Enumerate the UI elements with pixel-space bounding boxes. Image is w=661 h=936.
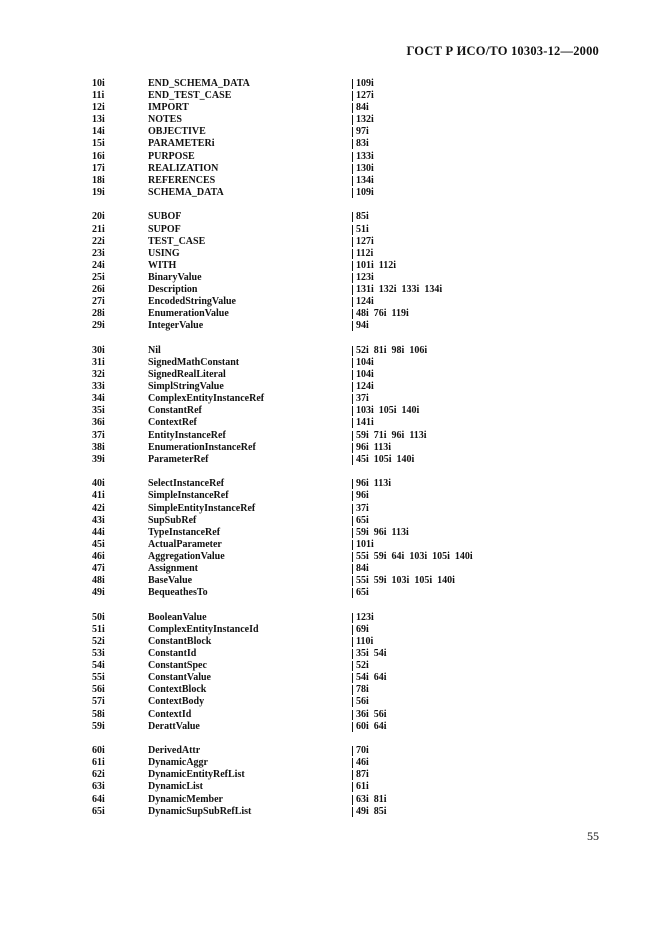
column-divider <box>352 613 353 623</box>
rule-number: 63i <box>92 781 105 793</box>
rule-name: DerattValue <box>148 720 200 732</box>
index-row <box>0 648 661 660</box>
rule-number: 55i <box>92 672 105 684</box>
index-row <box>0 660 661 672</box>
rule-number: 57i <box>92 696 105 708</box>
rule-number: 43i <box>92 514 105 526</box>
rule-number: 40i <box>92 478 105 490</box>
rule-references: 35i 54i <box>356 648 387 660</box>
rule-number: 22i <box>92 235 105 247</box>
column-divider <box>352 297 353 307</box>
rule-name: SCHEMA_DATA <box>148 186 224 198</box>
rule-references: 101i 112i <box>356 259 397 271</box>
rule-name: ContextBody <box>148 696 205 708</box>
rule-references: 55i 59i 64i 103i 105i 140i <box>356 550 473 562</box>
index-group <box>0 745 661 818</box>
rule-references: 84i <box>356 562 369 574</box>
index-group <box>0 612 661 733</box>
rule-references: 127i <box>356 90 374 102</box>
index-row <box>0 503 661 515</box>
column-divider <box>352 710 353 720</box>
syntax-index-table <box>0 78 661 830</box>
index-row <box>0 357 661 369</box>
rule-name: DynamicList <box>148 781 203 793</box>
rule-references: 36i 56i <box>356 708 387 720</box>
rule-number: 19i <box>92 186 105 198</box>
rule-name: SignedMathConstant <box>148 356 240 368</box>
rule-number: 11i <box>92 90 105 102</box>
column-divider <box>352 431 353 441</box>
index-row <box>0 781 661 793</box>
rule-name: PARAMETERi <box>148 138 215 150</box>
index-group <box>0 478 661 599</box>
rule-number: 14i <box>92 126 105 138</box>
rule-name: SelectInstanceRef <box>148 478 225 490</box>
index-row <box>0 551 661 563</box>
column-divider <box>352 491 353 501</box>
rule-number: 10i <box>92 78 105 89</box>
column-divider <box>352 649 353 659</box>
rule-references: 55i 59i 103i 105i 140i <box>356 575 455 587</box>
page-number: 55 <box>587 829 599 843</box>
rule-name: DynamicAggr <box>148 757 208 769</box>
rule-references: 60i 64i <box>356 720 387 732</box>
column-divider <box>352 418 353 428</box>
rule-number: 34i <box>92 393 105 405</box>
rule-number: 29i <box>92 320 105 332</box>
index-row <box>0 284 661 296</box>
column-divider <box>352 673 353 683</box>
index-row <box>0 454 661 466</box>
rule-name: EntityInstanceRef <box>148 429 226 441</box>
index-row <box>0 102 661 114</box>
rule-name: ConstantId <box>148 648 197 660</box>
index-row <box>0 478 661 490</box>
column-divider <box>352 249 353 259</box>
rule-name: ActualParameter <box>148 538 222 550</box>
column-divider <box>352 758 353 768</box>
rule-references: 59i 96i 113i <box>356 526 409 538</box>
rule-number: 30i <box>92 344 105 356</box>
index-row <box>0 138 661 150</box>
rule-number: 15i <box>92 138 105 150</box>
index-row <box>0 78 661 90</box>
index-row <box>0 430 661 442</box>
rule-references: 109i <box>356 78 374 89</box>
column-divider <box>352 746 353 756</box>
rule-references: 69i <box>356 623 369 635</box>
rule-name: USING <box>148 247 180 259</box>
column-divider <box>352 139 353 149</box>
column-divider <box>352 382 353 392</box>
index-row <box>0 757 661 769</box>
rule-references: 112i <box>356 247 374 259</box>
column-divider <box>352 164 353 174</box>
rule-references: 65i <box>356 514 369 526</box>
rule-references: 130i <box>356 162 374 174</box>
index-row <box>0 527 661 539</box>
index-row <box>0 806 661 818</box>
rule-references: 83i <box>356 138 369 150</box>
index-row <box>0 236 661 248</box>
rule-references: 46i <box>356 757 369 769</box>
rule-references: 96i 113i <box>356 478 392 490</box>
rule-references: 85i <box>356 211 369 223</box>
column-divider <box>352 443 353 453</box>
index-row <box>0 575 661 587</box>
column-divider <box>352 685 353 695</box>
column-divider <box>352 540 353 550</box>
column-divider <box>352 237 353 247</box>
index-row <box>0 163 661 175</box>
rule-references: 104i <box>356 356 374 368</box>
rule-name: SupSubRef <box>148 514 197 526</box>
index-row <box>0 709 661 721</box>
rule-number: 50i <box>92 611 105 623</box>
index-row <box>0 248 661 260</box>
index-row <box>0 381 661 393</box>
index-row <box>0 515 661 527</box>
rule-name: Nil <box>148 344 161 356</box>
column-divider <box>352 394 353 404</box>
rule-references: 54i 64i <box>356 672 387 684</box>
column-divider <box>352 795 353 805</box>
index-row <box>0 369 661 381</box>
rule-references: 37i <box>356 502 369 514</box>
column-divider <box>352 188 353 198</box>
index-row <box>0 684 661 696</box>
index-row <box>0 151 661 163</box>
rule-name: PURPOSE <box>148 150 195 162</box>
index-row <box>0 393 661 405</box>
rule-name: DynamicMember <box>148 793 223 805</box>
rule-name: SimpleEntityInstanceRef <box>148 502 256 514</box>
rule-references: 37i <box>356 393 369 405</box>
rule-number: 59i <box>92 720 105 732</box>
column-divider <box>352 370 353 380</box>
column-divider <box>352 91 353 101</box>
rule-number: 20i <box>92 211 105 223</box>
rule-name: REFERENCES <box>148 174 216 186</box>
document-header: ГОСТ Р ИСО/ТО 10303-12—2000 <box>406 44 599 58</box>
column-divider <box>352 564 353 574</box>
column-divider <box>352 346 353 356</box>
index-row <box>0 114 661 126</box>
column-divider <box>352 697 353 707</box>
rule-references: 63i 81i <box>356 793 387 805</box>
column-divider <box>352 722 353 732</box>
rule-number: 23i <box>92 247 105 259</box>
column-divider <box>352 309 353 319</box>
index-row <box>0 745 661 757</box>
column-divider <box>352 625 353 635</box>
index-row <box>0 187 661 199</box>
rule-references: 141i <box>356 417 374 429</box>
rule-name: WITH <box>148 259 177 271</box>
rule-number: 49i <box>92 587 105 599</box>
rule-references: 97i <box>356 126 369 138</box>
rule-references: 84i <box>356 102 369 114</box>
rule-references: 52i 81i 98i 106i <box>356 344 428 356</box>
rule-references: 134i <box>356 174 374 186</box>
rule-number: 32i <box>92 369 105 381</box>
rule-name: SimpleInstanceRef <box>148 490 229 502</box>
rule-name: EncodedStringValue <box>148 296 236 308</box>
column-divider <box>352 528 353 538</box>
rule-references: 78i <box>356 684 369 696</box>
rule-name: SimplStringValue <box>148 381 224 393</box>
rule-number: 27i <box>92 296 105 308</box>
column-divider <box>352 588 353 598</box>
column-divider <box>352 103 353 113</box>
column-divider <box>352 504 353 514</box>
rule-references: 61i <box>356 781 369 793</box>
column-divider <box>352 261 353 271</box>
rule-name: BaseValue <box>148 575 193 587</box>
rule-number: 18i <box>92 174 105 186</box>
rule-references: 94i <box>356 320 369 332</box>
column-divider <box>352 576 353 586</box>
index-row <box>0 539 661 551</box>
rule-name: ConstantSpec <box>148 660 207 672</box>
rule-name: ParameterRef <box>148 453 209 465</box>
rule-name: ConstantValue <box>148 672 211 684</box>
rule-number: 37i <box>92 429 105 441</box>
rule-name: ContextId <box>148 708 192 720</box>
rule-name: SUPOF <box>148 223 181 235</box>
rule-references: 96i 113i <box>356 441 392 453</box>
index-row <box>0 696 661 708</box>
rule-name: Assignment <box>148 562 199 574</box>
rule-name: REALIZATION <box>148 162 219 174</box>
rule-number: 12i <box>92 102 105 114</box>
rule-references: 123i <box>356 271 374 283</box>
rule-name: END_SCHEMA_DATA <box>148 78 250 89</box>
rule-references: 59i 71i 96i 113i <box>356 429 427 441</box>
index-row <box>0 612 661 624</box>
rule-references: 124i <box>356 381 374 393</box>
column-divider <box>352 115 353 125</box>
index-row <box>0 442 661 454</box>
rule-name: DerivedAttr <box>148 745 201 757</box>
rule-number: 53i <box>92 648 105 660</box>
index-row <box>0 794 661 806</box>
index-row <box>0 672 661 684</box>
rule-number: 36i <box>92 417 105 429</box>
column-divider <box>352 770 353 780</box>
rule-number: 17i <box>92 162 105 174</box>
rule-number: 38i <box>92 441 105 453</box>
column-divider <box>352 479 353 489</box>
rule-name: OBJECTIVE <box>148 126 206 138</box>
rule-number: 51i <box>92 623 105 635</box>
index-row <box>0 308 661 320</box>
rule-references: 103i 105i 140i <box>356 405 420 417</box>
column-divider <box>352 552 353 562</box>
rule-name: ConstantBlock <box>148 635 212 647</box>
index-group <box>0 211 661 332</box>
column-divider <box>352 212 353 222</box>
rule-name: ConstantRef <box>148 405 202 417</box>
column-divider <box>352 127 353 137</box>
rule-references: 87i <box>356 769 369 781</box>
rule-number: 24i <box>92 259 105 271</box>
rule-references: 48i 76i 119i <box>356 308 409 320</box>
column-divider <box>352 285 353 295</box>
index-row <box>0 417 661 429</box>
rule-number: 41i <box>92 490 105 502</box>
column-divider <box>352 225 353 235</box>
column-divider <box>352 782 353 792</box>
index-row <box>0 90 661 102</box>
rule-number: 31i <box>92 356 105 368</box>
rule-number: 52i <box>92 635 105 647</box>
index-row <box>0 224 661 236</box>
rule-name: SUBOF <box>148 211 182 223</box>
rule-references: 132i <box>356 114 374 126</box>
rule-name: AggregationValue <box>148 550 225 562</box>
rule-references: 45i 105i 140i <box>356 453 415 465</box>
column-divider <box>352 807 353 817</box>
rule-name: DynamicEntityRefList <box>148 769 245 781</box>
rule-number: 26i <box>92 284 105 295</box>
index-row <box>0 405 661 417</box>
rule-number: 48i <box>92 575 105 587</box>
rule-name: ContextRef <box>148 417 197 429</box>
rule-name: ComplexEntityInstanceId <box>148 623 259 635</box>
column-divider <box>352 661 353 671</box>
index-row <box>0 272 661 284</box>
rule-references: 124i <box>356 296 374 308</box>
rule-number: 47i <box>92 562 105 574</box>
index-row <box>0 126 661 138</box>
rule-number: 54i <box>92 660 105 672</box>
rule-name: EnumerationValue <box>148 308 229 320</box>
rule-number: 45i <box>92 538 105 550</box>
rule-number: 25i <box>92 271 105 283</box>
index-row <box>0 211 661 223</box>
rule-name: IntegerValue <box>148 320 204 332</box>
column-divider <box>352 273 353 283</box>
rule-number: 58i <box>92 708 105 720</box>
index-row <box>0 296 661 308</box>
rule-number: 33i <box>92 381 105 393</box>
rule-references: 109i <box>356 186 374 198</box>
rule-name: DynamicSupSubRefList <box>148 805 252 817</box>
column-divider <box>352 455 353 465</box>
column-divider <box>352 358 353 368</box>
rule-number: 64i <box>92 793 105 805</box>
column-divider <box>352 152 353 162</box>
rule-references: 127i <box>356 235 374 247</box>
column-divider <box>352 321 353 331</box>
rule-number: 62i <box>92 769 105 781</box>
column-divider <box>352 637 353 647</box>
rule-number: 44i <box>92 526 105 538</box>
rule-references: 101i <box>356 538 374 550</box>
index-row <box>0 490 661 502</box>
rule-name: Description <box>148 284 198 295</box>
rule-references: 56i <box>356 696 369 708</box>
rule-references: 52i <box>356 660 369 672</box>
rule-number: 39i <box>92 453 105 465</box>
index-row <box>0 345 661 357</box>
rule-references: 65i <box>356 587 369 599</box>
rule-name: BequeathesTo <box>148 587 208 599</box>
column-divider <box>352 406 353 416</box>
rule-references: 70i <box>356 745 369 757</box>
index-row <box>0 587 661 599</box>
rule-number: 35i <box>92 405 105 417</box>
rule-number: 56i <box>92 684 105 696</box>
index-row <box>0 175 661 187</box>
rule-references: 49i 85i <box>356 805 387 817</box>
rule-references: 133i <box>356 150 374 162</box>
rule-name: IMPORT <box>148 102 189 114</box>
column-divider <box>352 176 353 186</box>
rule-name: TypeInstanceRef <box>148 526 221 538</box>
rule-number: 21i <box>92 223 105 235</box>
index-row <box>0 636 661 648</box>
index-group <box>0 78 661 199</box>
rule-references: 110i <box>356 635 374 647</box>
index-group <box>0 345 661 466</box>
rule-references: 123i <box>356 611 374 623</box>
rule-name: BinaryValue <box>148 271 202 283</box>
index-row <box>0 320 661 332</box>
rule-number: 46i <box>92 550 105 562</box>
rule-name: ContextBlock <box>148 684 207 696</box>
rule-references: 51i <box>356 223 369 235</box>
rule-number: 16i <box>92 150 105 162</box>
rule-name: ComplexEntityInstanceRef <box>148 393 265 405</box>
rule-number: 60i <box>92 745 105 757</box>
index-row <box>0 563 661 575</box>
rule-references: 131i 132i 133i 134i <box>356 284 443 295</box>
rule-name: EnumerationInstanceRef <box>148 441 256 453</box>
column-divider <box>352 516 353 526</box>
rule-number: 61i <box>92 757 105 769</box>
rule-references: 96i <box>356 490 369 502</box>
rule-references: 104i <box>356 369 374 381</box>
index-row <box>0 721 661 733</box>
rule-number: 42i <box>92 502 105 514</box>
rule-number: 13i <box>92 114 105 126</box>
column-divider <box>352 79 353 89</box>
index-row <box>0 260 661 272</box>
rule-name: END_TEST_CASE <box>148 90 232 102</box>
rule-name: SignedRealLiteral <box>148 369 226 381</box>
rule-name: TEST_CASE <box>148 235 206 247</box>
rule-number: 65i <box>92 805 105 817</box>
rule-number: 28i <box>92 308 105 320</box>
index-row <box>0 769 661 781</box>
rule-name: NOTES <box>148 114 182 126</box>
rule-name: BooleanValue <box>148 611 207 623</box>
index-row <box>0 624 661 636</box>
